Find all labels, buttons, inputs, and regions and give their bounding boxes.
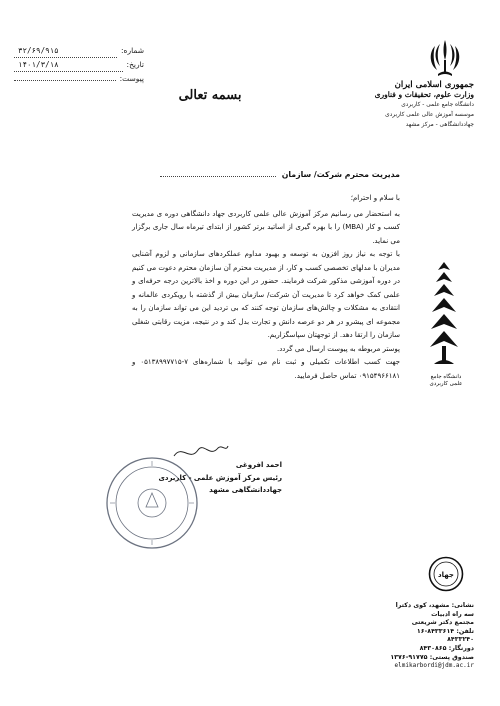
jahad-logo-icon [428, 556, 464, 592]
phone-value-2: ۸۴۳۳۲۴۰ [447, 636, 474, 644]
meta-attachment-value [14, 80, 116, 81]
address-pobox-row [370, 654, 474, 663]
iran-emblem-icon [428, 38, 462, 78]
jahad-logo-text: جهاد [438, 571, 454, 579]
address-line-3: مجتمع دکتر شریعتی [411, 619, 474, 627]
organization-header [354, 80, 474, 130]
org-line-4: موسسه آموزش عالی علمی کاربردی [385, 112, 474, 118]
addressee-dotted-line [160, 168, 276, 177]
org-line-3: دانشگاه جامع علمی - کاربردی [401, 102, 474, 108]
meta-date-label: تاریخ: [126, 60, 144, 69]
signatory-name: احمد افروغی [235, 461, 282, 469]
body-paragraph-4: جهت کسب اطلاعات تکمیلی و ثبت نام می توانید با شماره‌های ۷-۰۵۱۳۸۹۹۷۷۱۵ و ۰۹۱۵۴۹۶۶۱۸۱ تماس حاصل فرمایید. [132, 358, 400, 380]
body-greeting: با سلام و احترام؛ [350, 194, 400, 202]
signatory-unit: جهاددانشگاهی مشهد [209, 486, 282, 494]
address-block [370, 602, 474, 671]
signature-block [142, 459, 282, 497]
meta-date-row [14, 58, 144, 72]
addressee-text: مدیریت محترم شرکت/ سازمان [281, 170, 400, 179]
address-fax-row [370, 645, 474, 654]
meta-date-value: ۱۴۰۱/۳/۱۸ [14, 58, 123, 72]
body-paragraph-3: پوستر مربوطه به پیوست ارسال می گردد. [276, 344, 400, 353]
fax-label: دورنگار: [448, 644, 474, 652]
address-phone-row [370, 628, 474, 637]
email-link[interactable]: elmikarbordi@jdm.ac.ir [394, 662, 474, 670]
body-paragraph-2: با توجه به نیاز روز افزون به توسعه و بهبود مداوم عملکردهای سازمانی و لزوم آشنایی مدیران با مدلهای تخصصی کسب و کار، از مدیریت محترم آن سازمان محترم دعوت می کنیم در دوره آموزشی مذکور شرکت فرمایند. حضور در این دوره و اخذ بالاترین درجه حرفه‌ای و علمی کمک خواهد کرد تا مدیریت آن شرکت/ سازمان بیش از گذشته با رویکردی عالمانه و انتقادی به مشکلات و چالش‌های سازمان توجه کنند که بی تردید این می تواند سازمان را به مجموعه ای پیشرو در هر دو عرصه دانش و تجارت بدل کند و در نتیجه، مزیت رقابتی شغلی سازمان را ارتقا دهد. از توجهتان سپاسگزاریم. [132, 250, 400, 339]
phone-value-1: ۸۴۳۳۶۱۴-۱۶ [416, 627, 455, 635]
university-ornament-icon [428, 258, 460, 368]
letter-meta [14, 44, 144, 85]
basmala-heading: بسمه تعالی [178, 88, 242, 103]
fax-value: ۸۴۳۰۸۶۵ [419, 644, 447, 652]
org-line-2: وزارت علوم، تحقیقات و فناوری [374, 90, 474, 99]
address-line-1: نشانی: مشهد، کوی دکترا [395, 602, 474, 609]
phone-label: تلفن: [456, 627, 474, 635]
org-line-5: جهاددانشگاهی - مرکز مشهد [405, 122, 474, 128]
body-paragraph-1: به استحضار می رسانیم مرکز آموزش عالی علمی کاربردی جهاد دانشگاهی دوره ی مدیریت کسب و کار (MBA) را با بهره گیری از اساتید برتر کشور از ابتدای تیرماه سال جاری برگزار می نماید. [132, 209, 400, 245]
letter-body [132, 192, 400, 383]
meta-attachment-row [14, 72, 144, 85]
pobox-value: ۹۱۷۷۵-۱۳۷۶ [390, 653, 428, 661]
meta-number-label: شماره: [121, 46, 144, 55]
pobox-label: صندوق پستی: [429, 653, 474, 661]
meta-number-value: ۳۲/۶۹/۹۱۵ [14, 44, 117, 58]
org-line-1: جمهوری اسلامی ایران [394, 80, 474, 90]
meta-number-row [14, 44, 144, 58]
ornament-caption: دانشگاه جامع علمی کاربردی [429, 374, 463, 387]
addressee-line [160, 168, 400, 179]
meta-attachment-label: پیوست: [119, 74, 144, 83]
address-line-2: سه راه ادبیات [431, 610, 474, 618]
signatory-title: رئیس مرکز آموزش علمی - کاربردی [158, 473, 282, 482]
